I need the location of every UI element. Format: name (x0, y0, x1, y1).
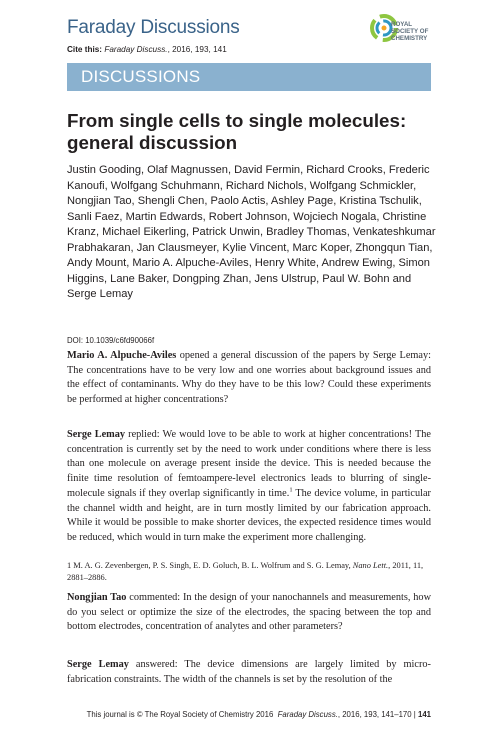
speaker-name: Mario A. Alpuche-Aviles (67, 350, 177, 361)
reference-text: 1 M. A. G. Zevenbergen, P. S. Singh, E. D. Goluch, B. L. Wolfrum and S. G. Lemay, (67, 561, 353, 570)
paragraph-text: answered: The device dimensions are largely limited by micro-fabrication constraints. The width of the channels is set by the resolution of the (67, 659, 431, 685)
reference-details: , 2011, 11, 2881–2886. (67, 561, 424, 582)
rsc-logo-text: ROYAL SOCIETY OF CHEMISTRY (391, 21, 429, 43)
discussion-paragraph (67, 591, 431, 635)
paragraph-text-continued: The device volume, in particular the channel width and height, are in turn mostly limited by our fabrication approach. While it would be possible to make shorter devices, the expected residence times would be reduced, which would in turn make the experiment more challenging. (67, 487, 431, 543)
page-number: 141 (417, 710, 431, 719)
footer-separator: | (413, 710, 416, 719)
cite-details: , 2016, 193, 141 (167, 45, 227, 54)
discussion-paragraph (67, 658, 431, 687)
cite-prefix: Cite this: (67, 45, 103, 54)
citation-line (67, 45, 227, 54)
doi-link[interactable]: DOI: 10.1039/c6fd90066f (67, 336, 155, 345)
reference-marker[interactable]: 1 (289, 486, 293, 494)
footer-details: , 2016, 193, 141–170 (337, 710, 412, 719)
reference-journal: Nano Lett. (352, 561, 389, 570)
cite-journal: Faraday Discuss. (104, 45, 168, 54)
article-title: From single cells to single molecules: general discussion (67, 110, 407, 153)
section-label: DISCUSSIONS (81, 67, 201, 86)
speaker-name: Serge Lemay (67, 429, 126, 440)
paragraph-text: opened a general discussion of the papers by Serge Lemay: The concentrations have to be very low and one worries about background issues and the effect of contaminants. Why do they have to be this low? Could these experiments be performed at higher concentrations? (67, 350, 431, 406)
discussion-paragraph (67, 349, 431, 408)
footer-copyright: This journal is © The Royal Society of Chemistry 2016 (86, 710, 274, 719)
journal-name: Faraday Discussions (67, 17, 240, 38)
paragraph-text: replied: We would love to be able to work at higher concentrations! The concentration is currently set by the need to work under conditions where there is less than one molecule on average present inside the device. This is needed because the finite time resolution of femtoampere-level electronics leads to blurring of single-molecule signals if they overlap significantly in time. (67, 429, 431, 499)
author-list: Justin Gooding, Olaf Magnussen, David Fermin, Richard Crooks, Frederic Kanoufi, Wolfgang Schuhmann, Richard Nichols, Wolfgang Schmickler, Nongjian Tao, Shengli Chen, Paolo Actis, Ashley Page, Kristina Tschulik, Sanli Faez, Martin Edwards, Robert Johnson, Wojciech Nogala, Christine Kranz, Michael Eikerling, Patrick Unwin, Bradley Thomas, Venkateshkumar Prabhakaran, Jan Clausmeyer, Kylie Vincent, Marc Koper, Zhongqun Tian, Andy Mount, Mario A. Alpuche-Aviles, Henry White, Andrew Ewing, Simon Higgins, Lane Baker, Dongping Zhan, Jens Ulstrup, Paul W. Bohn and Serge Lemay (67, 164, 436, 300)
speaker-name: Serge Lemay (67, 659, 129, 670)
speaker-name: Nongjian Tao (67, 592, 127, 603)
footer-journal: Faraday Discuss. (277, 710, 338, 719)
discussion-paragraph (67, 428, 431, 546)
paragraph-text: commented: In the design of your nanochannels and measurements, how do you select or optimize the size of the electrodes, the spacing between the top and bottom electrodes, concentration of analytes and other parameters? (67, 592, 432, 633)
footnote-reference (67, 560, 431, 583)
page-footer (67, 710, 431, 719)
